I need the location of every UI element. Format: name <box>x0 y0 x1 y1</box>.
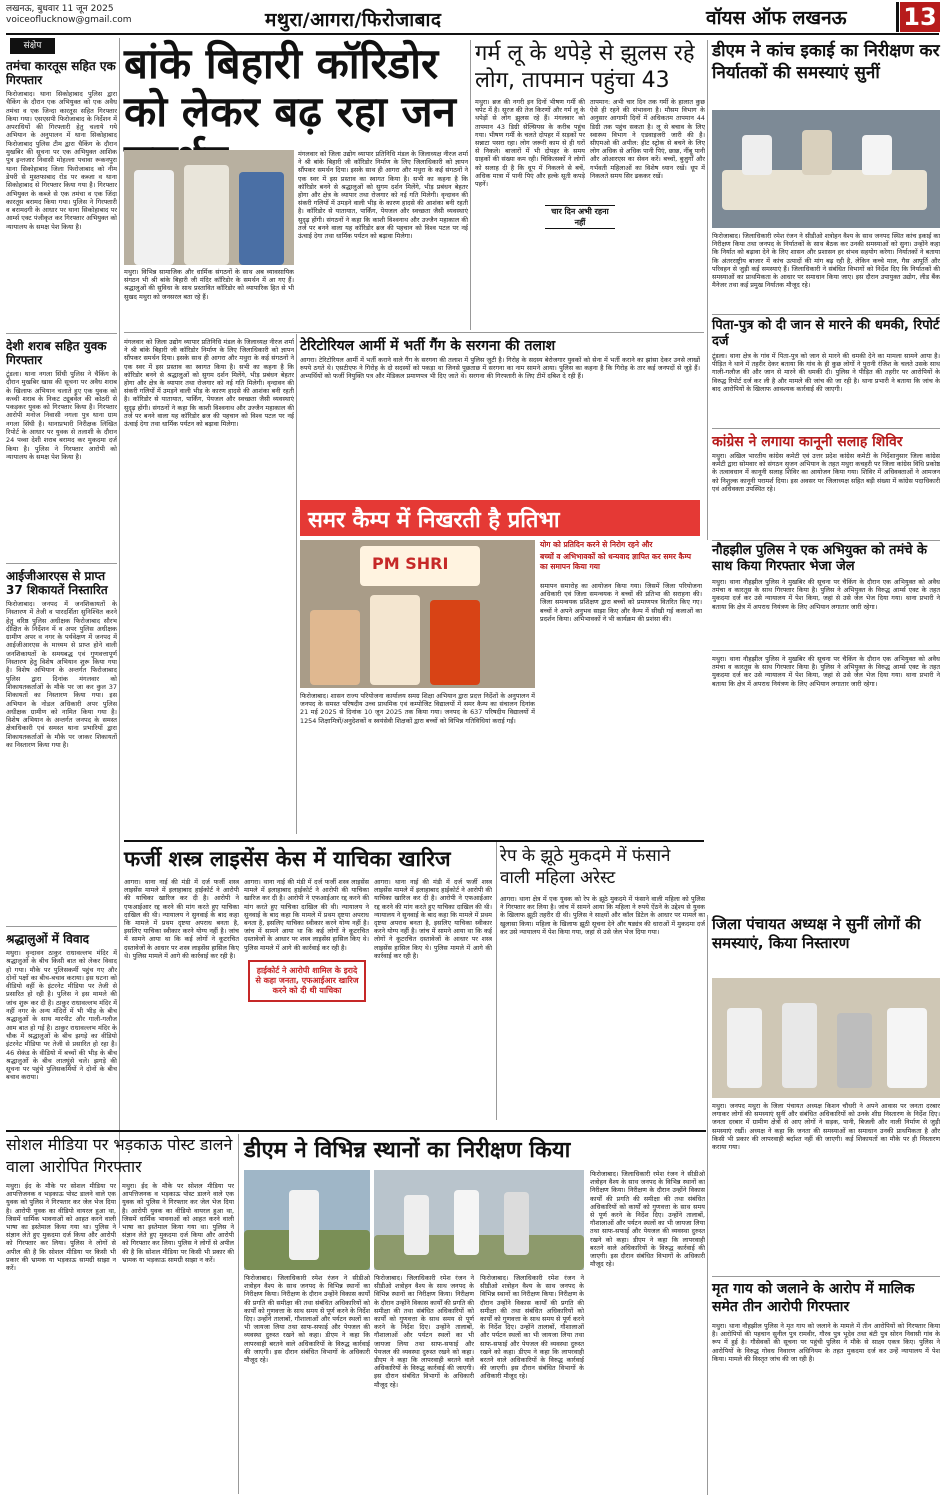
heat-body-b: तापमान: अभी चार दिन तक गर्मी के हालात कुछ ऐसे ही रहने की संभावना है। मौसम विभाग के अनुसार आगामी दिनों में अधिकतम तापमान 44 डिग्री तक पहुंच सकता है। लू से बचाव के लिए स्वास्थ्य विभाग ने एडवाइजरी जारी की है। सीएमओ की अपील: हीट स्ट्रोक से बचने के लिए लोग अधिक से अधिक पानी पिएं, छाछ, नींबू पानी और ओआरएस का सेवन करें। बच्चों, बुजुर्गों और गर्भवती महिलाओं का विशेष ध्यान रखें। धूप में निकलते समय सिर ढककर रखें। <box>590 98 705 180</box>
brief-headline: आईजीआरएस से प्राप्त 37 शिकायतें निस्तारित <box>6 569 108 597</box>
zila-panchayat-headline: जिला पंचायत अध्यक्ष ने सुनीं लोगों की समस्याएं, किया निस्तारण <box>712 915 921 952</box>
brief-headline: देशी शराब सहित युवक गिरफ्तार <box>6 339 107 367</box>
sidebar-briefs <box>6 56 117 1229</box>
photo-figure <box>504 1192 529 1255</box>
divider <box>712 650 940 651</box>
summer-camp-photo <box>300 540 535 688</box>
corridor-photo <box>124 150 294 265</box>
divider <box>124 332 704 333</box>
photo-figure <box>184 165 229 265</box>
sidebar-tag: संक्षेप <box>10 38 55 54</box>
column-divider <box>496 842 497 1120</box>
brief-text: टूंडला। थाना नगला सिंघी पुलिस ने चैकिंग के दौरान मुखबिर खास की सूचना पर अवैध शराब के खिलाफ अभियान चलाते हुए एक युवक को कच्ची शराब के निकट ट्यूबवेल की कोठरी से पकड़कर युवक को गिरफ्तार किया है। गिरफ्तार आरोपी मनोज निवासी नगला पुत्र थाना ग्राम नगला सिंघी है। थानाप्रभारी निरीक्षक लिखित रिपोर्ट के आधार पर युवक से तलाशी के दौरान 24 पव्वा देशी शराब बरामद कर मुकदमा दर्ज किया है। पुलिस ने गिरफ्तार आरोपी को न्यायालय के समक्ष पेश किया है। <box>6 370 117 461</box>
territorial-body: आगरा। टेरिटोरियल आर्मी में भर्ती कराने वाले गैंग के सरगना की तलाश में पुलिस जुटी है। गिरोह के सदस्य बेरोजगार युवकों को सेना में भर्ती कराने का झांसा देकर उनसे लाखों रुपये ठगते थे। एसटीएफ ने गिरोह के दो सदस्यों को पकड़ा था जिनसे पूछताछ में सरगना का नाम सामने आया। पुलिस का कहना है कि गिरोह के तार कई जनपदों से जुड़े हैं। अभ्यर्थियों को फर्जी नियुक्ति पत्र और मेडिकल प्रमाणपत्र भी दिए जाते थे। सरगना की गिरफ्तारी के लिए टीमें दबिश दे रही हैं। <box>300 356 700 381</box>
photo-figure <box>782 1003 817 1088</box>
email: voiceoflucknow@gmail.com <box>6 15 132 25</box>
nauhjhil-body: मथुरा। थाना नौहझील पुलिस ने मुखबिर की सूचना पर चैकिंग के दौरान एक अभियुक्त को अवैध तमंचा व कारतूस के साथ गिरफ्तार किया है। पुलिस ने अभियुक्त के विरुद्ध आर्म्स एक्ट के तहत मुकदमा दर्ज कर उसे न्यायालय में पेश किया, जहां से उसे जेल भेज दिया गया। थाना प्रभारी ने बताया कि क्षेत्र में अपराध नियंत्रण के लिए अभियान लगातार जारी रहेगा। <box>712 578 940 611</box>
divider <box>712 428 940 429</box>
summer-camp-body-a: फिरोजाबाद। शासन राज्य परियोजना कार्यालय समग्र शिक्षा अभियान द्वारा प्रदत्त निर्देशों के अनुपालन में जनपद के समस्त परिषदीय उच्च प्राथमिक एवं कम्पोजिट विद्यालयों में समर कैम्प का संचालन दिनांक 21 मई 2025 से दिनांक 10 जून 2025 तक किया गया। जनपद के 637 परिषदीय विद्यालयों में 1254 शिक्षामित्रों/अनुदेशकों व स्वयंसेवी शिक्षकों द्वारा बच्चों को विभिन्न गतिविधियां कराई गईं। <box>300 692 535 725</box>
page-number-divider <box>896 2 899 32</box>
arms-license-body-b: आगरा। थाना नाई की मंडी में दर्ज फर्जी शस्त्र लाइसेंस मामले में इलाहाबाद हाईकोर्ट ने आरोपी की याचिका खारिज कर दी है। आरोपी ने एफआईआर रद्द करने की मांग करते हुए याचिका दाखिल की थी। न्यायालय ने सुनवाई के बाद कहा कि मामले में प्रथम दृष्टया अपराध बनता है, इसलिए याचिका स्वीकार करने योग्य नहीं है। जांच में सामने आया था कि कई लोगों ने कूटरचित दस्तावेजों के आधार पर शस्त्र लाइसेंस हासिल किए थे। पुलिस मामले में आगे की कार्रवाई कर रही है। <box>244 878 369 952</box>
dateline: लखनऊ, बुधवार 11 जून 2025 <box>6 4 114 14</box>
divider <box>124 840 704 842</box>
dm-inspection-body-a: फिरोजाबाद। जिलाधिकारी रमेश रंजन ने सीडीओ शत्रोहन वैश्य के साथ जनपद के विभिन्न स्थानों का निरीक्षण किया। निरीक्षण के दौरान उन्होंने विकास कार्यों की प्रगति की समीक्षा की तथा संबंधित अधिकारियों को कार्यों को गुणवत्ता के साथ समय से पूर्ण करने के निर्देश दिए। उन्होंने तालाबों, गौशालाओं और पर्यटन स्थलों का भी जायजा लिया तथा साफ-सफाई और पेयजल की व्यवस्था दुरुस्त रखने को कहा। डीएम ने कहा कि लापरवाही बरतने वाले अधिकारियों के विरुद्ध कार्रवाई की जाएगी। इस दौरान संबंधित विभागों के अधिकारी मौजूद रहे। <box>244 1274 370 1365</box>
dm-inspection-body-c: फिरोजाबाद। जिलाधिकारी रमेश रंजन ने सीडीओ शत्रोहन वैश्य के साथ जनपद के विभिन्न स्थानों का निरीक्षण किया। निरीक्षण के दौरान उन्होंने विकास कार्यों की प्रगति की समीक्षा की तथा संबंधित अधिकारियों को कार्यों को गुणवत्ता के साथ समय से पूर्ण करने के निर्देश दिए। उन्होंने तालाबों, गौशालाओं और पर्यटन स्थलों का भी जायजा लिया तथा साफ-सफाई और पेयजल की व्यवस्था दुरुस्त रखने को कहा। डीएम ने कहा कि लापरवाही बरतने वाले अधिकारियों के विरुद्ध कार्रवाई की जाएगी। इस दौरान संबंधित विभागों के अधिकारी मौजूद रहे। <box>480 1274 584 1381</box>
brief-item <box>6 56 117 331</box>
photo-figure <box>727 1008 762 1088</box>
summer-camp-headline-box <box>300 500 700 536</box>
photo-figure <box>454 1190 479 1255</box>
photo-figure <box>862 135 892 175</box>
photo-figure <box>370 595 420 685</box>
column-divider <box>707 915 708 1495</box>
brief-headline: तमंचा कारतूस सहित एक गिरफ्तार <box>6 59 116 87</box>
page-number: 13 <box>900 2 940 32</box>
photo-figure <box>837 1013 872 1088</box>
brief-text: मथुरा। वृन्दावन ठाकुर राधावल्लभ मंदिर में श्रद्धालुओं के बीच किसी बात को लेकर विवाद हो गया। मौके पर पुलिसकर्मी पहुंच गए और दोनों पक्षों का बीच-बचाव कराया। इस घटना को वीडियो वहीं के इंटरनेट मीडिया पर तेजी से प्रसारित हो रही है। पुलिस ने इस मामले की जांच शुरू कर दी है। ठाकुर राधावल्लभ मंदिर में नहीं नगर के अन्य मंदिरों में भी भीड़ के बीच श्रद्धालुओं के साथ मारपीट और गाली-गलौज आम बात हो गई है। ठाकुर राधावल्लभ मंदिर के चौक में श्रद्धालुओं के बीच झगड़े का वीडियो इंटरनेट मीडिया पर तेजी से प्रसारित हो रहा है। 46 सेकंड के वीडियो में बच्चों की भीड़ के बीच श्रद्धालुओं के बीच लातघूंसे चले। झगड़े की सूचना पर पहुंचे पुलिसकर्मियों ने दोनों के बीच बचाव कराया। <box>6 949 117 1082</box>
photo-figure <box>239 172 284 265</box>
brief-headline: श्रद्धालुओं में विवाद <box>6 932 90 946</box>
summer-camp-headline: समर कैम्प में निखरती है प्रतिभा <box>308 508 560 533</box>
zila-panchayat-photo <box>712 978 940 1098</box>
summer-camp-body-b: समापन समारोह का आयोजन किया गया। जिसमें जिला परियोजना अधिकारी एवं जिला समन्वयक ने बच्चों की प्रतिभा की सराहना की। जिला समन्वयक प्रशिक्षण द्वारा बच्चों को प्रमाणपत्र वितरित किए गए। बच्चों ने अपने अनुभव साझा किए और कैम्प में सीखी गई कलाओं का प्रदर्शन किया। अभिभावकों ने भी कार्यक्रम की प्रशंसा की। <box>540 582 702 623</box>
social-media-body-b: मथुरा। ईद के मौके पर सोशल मीडिया पर आपत्तिजनक व भड़काऊ पोस्ट डालने वाले एक युवक को पुलिस ने गिरफ्तार कर जेल भेज दिया है। आरोपी युवक का वीडियो वायरल हुआ था, जिसमें धार्मिक भावनाओं को आहत करने वाली भाषा का इस्तेमाल किया गया था। पुलिस ने संज्ञान लेते हुए मुकदमा दर्ज किया और आरोपी को गिरफ्तार कर लिया। पुलिस ने लोगों से अपील की है कि सोशल मीडिया पर किसी भी प्रकार की भ्रामक या भड़काऊ सामग्री साझा न करें। <box>122 1182 234 1264</box>
photo-figure <box>742 135 772 175</box>
column-divider <box>296 334 297 834</box>
zila-panchayat-body: मथुरा। जनपद मथुरा के जिला पंचायत अध्यक्ष किशन चौधरी ने अपने आवास पर जनता दरबार लगाकर लोगों की समस्याएं सुनीं और संबंधित अधिकारियों को उनके शीघ्र निस्तारण के निर्देश दिए। जनता दरबार में ग्रामीण क्षेत्रों से आए लोगों ने सड़क, पानी, बिजली और नाली निर्माण से जुड़ी समस्याएं रखीं। अध्यक्ष ने कहा कि जनता की समस्याओं का समाधान उनकी प्राथमिकता है और किसी भी प्रकार की लापरवाही बर्दाश्त नहीं की जाएगी। कई शिकायतों का मौके पर ही निस्तारण कराया गया। <box>712 1102 940 1152</box>
corridor-headline: बांके बिहारी कॉरिडोर को लेकर बढ़ रहा जन <box>124 39 456 136</box>
column-divider <box>238 1134 239 1494</box>
column-divider <box>470 40 471 330</box>
social-media-headline: सोशल मीडिया पर भड़काऊ पोस्ट डालने वाला आरोपित गिरफ्तार <box>6 1135 233 1176</box>
father-son-headline: पिता-पुत्र को दी जान से मारने की धमकी, रिपोर्ट दर्ज <box>712 318 940 349</box>
column-divider <box>119 38 120 1228</box>
territorial-headline: टेरिटोरियल आर्मी में भर्ती गैंग के सरगना की तलाश <box>300 338 556 354</box>
corridor-body: मंगलवार को जिला उद्योग व्यापार प्रतिनिधि मंडल के जिलाध्यक्ष नीरज शर्मा ने श्री बांके बिहारी जी कॉरिडोर निर्माण के लिए जिलाधिकारी को ज्ञापन सौंपकर समर्थन दिया। इसके साथ ही आगरा और मथुरा के कई संगठनों ने एक स्वर में इस प्रस्ताव का स्वागत किया है। सभी का कहना है कि कॉरिडोर बनने से श्रद्धालुओं को सुगम दर्शन मिलेंगे, भीड़ प्रबंधन बेहतर होगा और क्षेत्र के व्यापार तथा रोजगार को नई गति मिलेगी। वृन्दावन की संकरी गलियों में उमड़ने वाली भीड़ के कारण हादसे की आशंका बनी रहती है। कॉरिडोर से यातायात, पार्किंग, पेयजल और स्वच्छता जैसी व्यवस्थाएं सुदृढ़ होंगी। संगठनों ने कहा कि काशी विश्वनाथ और उज्जैन महाकाल की तर्ज पर बनने वाला यह कॉरिडोर ब्रज की पहचान को विश्व पटल पर नई ऊंचाई देगा तथा धार्मिक पर्यटन को बढ़ावा मिलेगा। <box>298 150 468 241</box>
dm-inspection-headline: डीएम ने विभिन्न स्थानों का निरीक्षण किया <box>244 1138 571 1163</box>
bullet-2: बच्चों व अभिभावकों को धन्यवाद ज्ञापित कर समर कैम्प का समापन किया गया <box>540 552 691 571</box>
nauhjhil-headline: नौहझील पुलिस ने एक अभियुक्त को तमंचे के साथ किया गिरफ्तार भेजा जेल <box>712 543 928 574</box>
father-son-body: टूंडला। थाना क्षेत्र के गांव में पिता-पुत्र को जान से मारने की धमकी देने का मामला सामने आया है। पीड़ित ने थाने में तहरीर देकर बताया कि गांव के ही कुछ लोगों ने पुरानी रंजिश के चलते उसके साथ गाली-गलौज की और जान से मारने की धमकी दी। पुलिस ने पीड़ित की तहरीर पर आरोपियों के विरुद्ध रिपोर्ट दर्ज कर ली है और मामले की जांच की जा रही है। थाना प्रभारी ने बताया कि जांच के बाद आरोपियों के खिलाफ आवश्यक कार्रवाई की जाएगी। <box>712 352 940 393</box>
social-media-body-a: मथुरा। ईद के मौके पर सोशल मीडिया पर आपत्तिजनक व भड़काऊ पोस्ट डालने वाले एक युवक को पुलिस ने गिरफ्तार कर जेल भेज दिया है। आरोपी युवक का वीडियो वायरल हुआ था, जिसमें धार्मिक भावनाओं को आहत करने वाली भाषा का इस्तेमाल किया गया था। पुलिस ने संज्ञान लेते हुए मुकदमा दर्ज किया और आरोपी को गिरफ्तार कर लिया। पुलिस ने लोगों से अपील की है कि सोशल मीडिया पर किसी भी प्रकार की भ्रामक या भड़काऊ सामग्री साझा न करें। <box>6 1182 116 1273</box>
photo-figure <box>430 600 480 685</box>
divider <box>6 563 117 564</box>
brief-item <box>6 566 117 924</box>
congress-headline: कांग्रेस ने लगाया कानूनी सलाह शिविर <box>712 434 903 450</box>
dm-kanch-body: फिरोजाबाद। जिलाधिकारी रमेश रंजन ने सीडीओ शत्रोहन वैश्य के साथ जनपद स्थित कांच इकाई का निरीक्षण किया तथा जनपद के निर्यातकों के साथ बैठक कर उनकी समस्याओं को सुना। उन्होंने कहा कि निर्यात को बढ़ावा देने के लिए शासन और प्रशासन हर संभव सहयोग करेगा। निर्यातकों ने बताया कि अंतरराष्ट्रीय बाजार में कांच उत्पादों की मांग बढ़ रही है, लेकिन कच्चे माल, गैस आपूर्ति और परिवहन से जुड़ी कई समस्याएं हैं। जिलाधिकारी ने संबंधित विभागों को निर्देश दिए कि निर्यातकों की समस्याओं का प्राथमिकता के आधार पर समाधान किया जाए। इस दौरान उपायुक्त उद्योग, लीड बैंक मैनेजर तथा कई प्रमुख निर्यातक मौजूद रहे। <box>712 232 940 290</box>
heat-body-a: मथुरा। ब्रज की नगरी इन दिनों भीषण गर्मी की चपेट में है। सूरज की तेज किरणों और गर्म लू के थपेड़ों से लोग झुलस रहे हैं। मंगलवार को तापमान 43 डिग्री सेल्सियस के करीब पहुंच गया। भीषण गर्मी के चलते दोपहर में सड़कों पर सन्नाटा पसरा रहा। लोग जरूरी काम से ही घरों से निकले। बाजारों में भी दोपहर के समय ग्राहकों की संख्या कम रही। चिकित्सकों ने लोगों को सलाह दी है कि धूप में निकलने से बचें, अधिक मात्रा में पानी पिएं और हल्के सूती कपड़े पहनें। <box>475 98 585 189</box>
brief-text: फिरोजाबाद। थाना सिकोहाबाद पुलिस द्वारा चैकिंग के दौरान एक अभियुक्त को एक अवैध तमंचा व एक जिन्दा कारतूस सहित गिरफ्तार किया गया। एसएसपी फिरोजाबाद के निर्देशन में अपराधियों की गिरफ्तारी हेतु चलाये गये अभियान के अनुपालन में थाना सिकोहाबाद फिरोजाबाद पुलिस टीम द्वारा चैकिंग के दौरान मुखबिर की सूचना पर एक अभियुक्त आशिक पुत्र इन्तजार निवासी मोहल्ला पचावा रूकनपुरा थाना सिकोहाबाद जिला फिरोजाबाद को नीम डेयरी से मुस्तफाबाद रोड पर कब्जा व थाना सिकोहाबाद से गिरफ्तार किया गया है। गिरफ्तार अभियुक्त के कब्जे से एक तमंचा व एक जिंदा कारतूस बरामद किया गया। पुलिस ने गिरफ्तारी व बरामदगी के आधार पर थाना सिकोहाबाद पर आर्म्स एक्ट पंजीकृत कर गिरफ्तार अभियुक्त को न्यायालय के समक्ष पेश किया है। <box>6 90 117 231</box>
arms-license-headline: फर्जी शस्त्र लाइसेंस केस में याचिका खारिज <box>124 847 451 871</box>
congress-body: मथुरा। अखिल भारतीय कांग्रेस कमेटी एवं उत्तर प्रदेश कांग्रेस कमेटी के निर्देशानुसार जिला कांग्रेस कमेटी द्वारा सोमवार को संगठन सृजन अभियान के तहत मथुरा कचहरी पर जिला कांग्रेस विधि प्रकोष्ठ के तत्वावधान में कानूनी सलाह शिविर का आयोजन किया गया। शिविर में अधिवक्ताओं ने आमजन को निशुल्क कानूनी परामर्श दिया। इस अवसर पर जिलाध्यक्ष सहित बड़ी संख्या में कांग्रेस पदाधिकारी एवं अधिवक्ता उपस्थित रहे। <box>712 452 940 493</box>
masthead-dateline-block <box>6 4 236 26</box>
nauhjhil-body-cont: मथुरा। थाना नौहझील पुलिस ने मुखबिर की सूचना पर चैकिंग के दौरान एक अभियुक्त को अवैध तमंचा व कारतूस के साथ गिरफ्तार किया है। पुलिस ने अभियुक्त के विरुद्ध आर्म्स एक्ट के तहत मुकदमा दर्ज कर उसे न्यायालय में पेश किया, जहां से उसे जेल भेज दिया गया। थाना प्रभारी ने बताया कि क्षेत्र में अपराध नियंत्रण के लिए अभियान लगातार जारी रहेगा। <box>712 655 940 688</box>
region-title: मथुरा/आगरा/फिरोजाबाद <box>265 9 442 31</box>
column-divider <box>707 40 708 540</box>
cow-headline: मृत गाय को जलाने के आरोप में मालिक समेत तीन आरोपी गिरफ्तार <box>712 1281 915 1315</box>
dm-kanch-photo <box>712 110 940 228</box>
divider <box>6 1130 706 1132</box>
corridor-caption: मथुरा। विभिन्न सामाजिक और धार्मिक संगठनों के साथ अब व्यावसायिक संगठन भी श्री बांके बिहारी जी मंदिर कॉरिडोर के समर्थन में आ गए हैं। श्रद्धालुओं की सुविधा के साथ प्रस्तावित कॉरिडोर को व्यापारिक हित से भी सुखद मथुरा को जनसरल बता रहे हैं। <box>124 268 294 301</box>
divider <box>712 314 940 315</box>
newspaper-brand: वॉयस ऑफ लखनऊ <box>706 7 847 29</box>
photo-banner-text: PM SHRI <box>372 554 449 573</box>
dm-inspection-body-d: फिरोजाबाद। जिलाधिकारी रमेश रंजन ने सीडीओ शत्रोहन वैश्य के साथ जनपद के विभिन्न स्थानों का निरीक्षण किया। निरीक्षण के दौरान उन्होंने विकास कार्यों की प्रगति की समीक्षा की तथा संबंधित अधिकारियों को कार्यों को गुणवत्ता के साथ समय से पूर्ण करने के निर्देश दिए। उन्होंने तालाबों, गौशालाओं और पर्यटन स्थलों का भी जायजा लिया तथा साफ-सफाई और पेयजल की व्यवस्था दुरुस्त रखने को कहा। डीएम ने कहा कि लापरवाही बरतने वाले अधिकारियों के विरुद्ध कार्रवाई की जाएगी। इस दौरान संबंधित विभागों के अधिकारी मौजूद रहे। <box>590 1170 705 1269</box>
brief-text: फिरोजाबाद। जनपद में जनशिकायतों के निस्तारण में तेजी व पारदर्शिता सुनिश्चित करने हेतु वरिष्ठ पुलिस अधीक्षक फिरोजाबाद सौरभ दीक्षित के निर्देशन में व अपर पुलिस अधीक्षक ग्रामीण अपर व नगर के पर्यवेक्षण में जनपद में आईजीआरएस के माध्यम से प्राप्त होने वाली जनशिकायतों के समयबद्ध एवं गुणवत्तापूर्ण निस्तारण हेतु विशेष अभियान शुरू किया गया है। विशेष अभियान के अन्तर्गत फिरोजाबाद पुलिस द्वारा दिनांक मंगलवार को शिकायतकर्ताओं के मौके पर जा कर कुल 37 शिकायतों का निस्तारण किया गया। इस अभियान के नोडल अधिकारी अपर पुलिस अधीक्षक ग्रामीण को नामित किया गया है। विशेष अभियान के अन्तर्गत जनपद के समस्त क्षेत्राधिकारी एवं समस्त थाना प्रभारियों द्वारा शिकायतकर्ताओं के मौके पर जाकर शिकायतों का निस्तारण किया गया है। <box>6 600 117 750</box>
arms-license-quote: हाईकोर्ट ने आरोपी शामिल के इरादे से कहा जनता, एफआईआर खारिज करने को दी थी याचिका <box>248 960 366 1002</box>
fake-case-body: आगरा। थाना क्षेत्र में एक युवक को रेप के झूठे मुकदमे में फंसाने वाली महिला को पुलिस ने गिरफ्तार कर लिया है। जांच में सामने आया कि महिला ने रुपये ऐंठने के उद्देश्य से युवक के खिलाफ झूठी तहरीर दी थी। पुलिस ने साक्ष्यों और कॉल डिटेल के आधार पर मामले का खुलासा किया। महिला के खिलाफ झूठी सूचना देने और षड्यंत्र की धाराओं में मुकदमा दर्ज कर उसे न्यायालय में पेश किया गया, जहां से उसे जेल भेज दिया गया। <box>500 895 705 936</box>
cow-body: मथुरा। थाना नौहझील पुलिस ने मृत गाय को जलाने के मामले में तीन आरोपियों को गिरफ्तार किया है। आरोपियों की पहचान सुनील पुत्र रामवीर, गौरव पुत्र भूदेव तथा बंटी पुत्र सोरन निवासी गांव के रूप में हुई है। गौसेवकों की सूचना पर पहुंची पुलिस ने मौके से साक्ष्य एकत्र किए। पुलिस ने आरोपियों के विरुद्ध गोवध निवारण अधिनियम के तहत मुकदमा दर्ज कर उन्हें न्यायालय में पेश किया। मामले की विस्तृत जांच की जा रही है। <box>712 1322 940 1363</box>
masthead-rule <box>6 33 939 35</box>
photo-figure <box>134 170 174 265</box>
photo-figure <box>310 610 360 685</box>
dm-inspection-body-b: फिरोजाबाद। जिलाधिकारी रमेश रंजन ने सीडीओ शत्रोहन वैश्य के साथ जनपद के विभिन्न स्थानों का निरीक्षण किया। निरीक्षण के दौरान उन्होंने विकास कार्यों की प्रगति की समीक्षा की तथा संबंधित अधिकारियों को कार्यों को गुणवत्ता के साथ समय से पूर्ण करने के निर्देश दिए। उन्होंने तालाबों, गौशालाओं और पर्यटन स्थलों का भी जायजा लिया तथा साफ-सफाई और पेयजल की व्यवस्था दुरुस्त रखने को कहा। डीएम ने कहा कि लापरवाही बरतने वाले अधिकारियों के विरुद्ध कार्रवाई की जाएगी। इस दौरान संबंधित विभागों के अधिकारी मौजूद रहे। <box>374 1274 474 1389</box>
dm-inspection-photo-1 <box>244 1170 370 1270</box>
fake-case-headline: रेप के झूठे मुकदमे में फंसाने वाली महिला अरेस्ट <box>500 846 671 888</box>
divider <box>712 1276 940 1277</box>
corridor-body-cont: मंगलवार को जिला उद्योग व्यापार प्रतिनिधि मंडल के जिलाध्यक्ष नीरज शर्मा ने श्री बांके बिहारी जी कॉरिडोर निर्माण के लिए जिलाधिकारी को ज्ञापन सौंपकर समर्थन दिया। इसके साथ ही आगरा और मथुरा के कई संगठनों ने एक स्वर में इस प्रस्ताव का स्वागत किया है। सभी का कहना है कि कॉरिडोर बनने से श्रद्धालुओं को सुगम दर्शन मिलेंगे, भीड़ प्रबंधन बेहतर होगा और क्षेत्र के व्यापार तथा रोजगार को नई गति मिलेगी। वृन्दावन की संकरी गलियों में उमड़ने वाली भीड़ के कारण हादसे की आशंका बनी रहती है। कॉरिडोर से यातायात, पार्किंग, पेयजल और स्वच्छता जैसी व्यवस्थाएं सुदृढ़ होंगी। संगठनों ने कहा कि काशी विश्वनाथ और उज्जैन महाकाल की तर्ज पर बनने वाला यह कॉरिडोर ब्रज की पहचान को विश्व पटल पर नई ऊंचाई देगा तथा धार्मिक पर्यटन को बढ़ावा मिलेगा। <box>124 338 294 429</box>
bullet-1: योग को प्रतिदिन करने से निरोग रहने और <box>540 540 653 549</box>
divider <box>712 540 940 541</box>
heat-subhead: चार दिन अभी रहना नहीं <box>545 205 615 229</box>
brief-item <box>6 336 117 561</box>
arms-license-body-a: आगरा। थाना नाई की मंडी में दर्ज फर्जी शस्त्र लाइसेंस मामले में इलाहाबाद हाईकोर्ट ने आरोपी की याचिका खारिज कर दी है। आरोपी ने एफआईआर रद्द करने की मांग करते हुए याचिका दाखिल की थी। न्यायालय ने सुनवाई के बाद कहा कि मामले में प्रथम दृष्टया अपराध बनता है, इसलिए याचिका स्वीकार करने योग्य नहीं है। जांच में सामने आया था कि कई लोगों ने कूटरचित दस्तावेजों के आधार पर शस्त्र लाइसेंस हासिल किए थे। पुलिस मामले में आगे की कार्रवाई कर रही है। <box>124 878 239 960</box>
arms-license-body-c: आगरा। थाना नाई की मंडी में दर्ज फर्जी शस्त्र लाइसेंस मामले में इलाहाबाद हाईकोर्ट ने आरोपी की याचिका खारिज कर दी है। आरोपी ने एफआईआर रद्द करने की मांग करते हुए याचिका दाखिल की थी। न्यायालय ने सुनवाई के बाद कहा कि मामले में प्रथम दृष्टया अपराध बनता है, इसलिए याचिका स्वीकार करने योग्य नहीं है। जांच में सामने आया था कि कई लोगों ने कूटरचित दस्तावेजों के आधार पर शस्त्र लाइसेंस हासिल किए थे। पुलिस मामले में आगे की कार्रवाई कर रही है। <box>374 878 492 960</box>
photo-figure <box>887 1008 927 1088</box>
heat-headline: गर्म लू के थपेड़े से झुलस रहे लोग, तापमान पहुंचा 43 <box>475 41 695 93</box>
photo-figure <box>802 130 832 175</box>
photo-figure <box>404 1195 429 1255</box>
divider <box>6 333 117 334</box>
dm-inspection-photo-2 <box>374 1170 584 1270</box>
divider <box>6 926 117 927</box>
photo-table <box>722 170 927 210</box>
photo-figure <box>289 1190 319 1260</box>
dm-kanch-headline: डीएम ने कांच इकाई का निरीक्षण कर निर्यातकों की समस्याएं सुनीं <box>712 41 940 83</box>
summer-camp-bullets <box>540 540 700 572</box>
